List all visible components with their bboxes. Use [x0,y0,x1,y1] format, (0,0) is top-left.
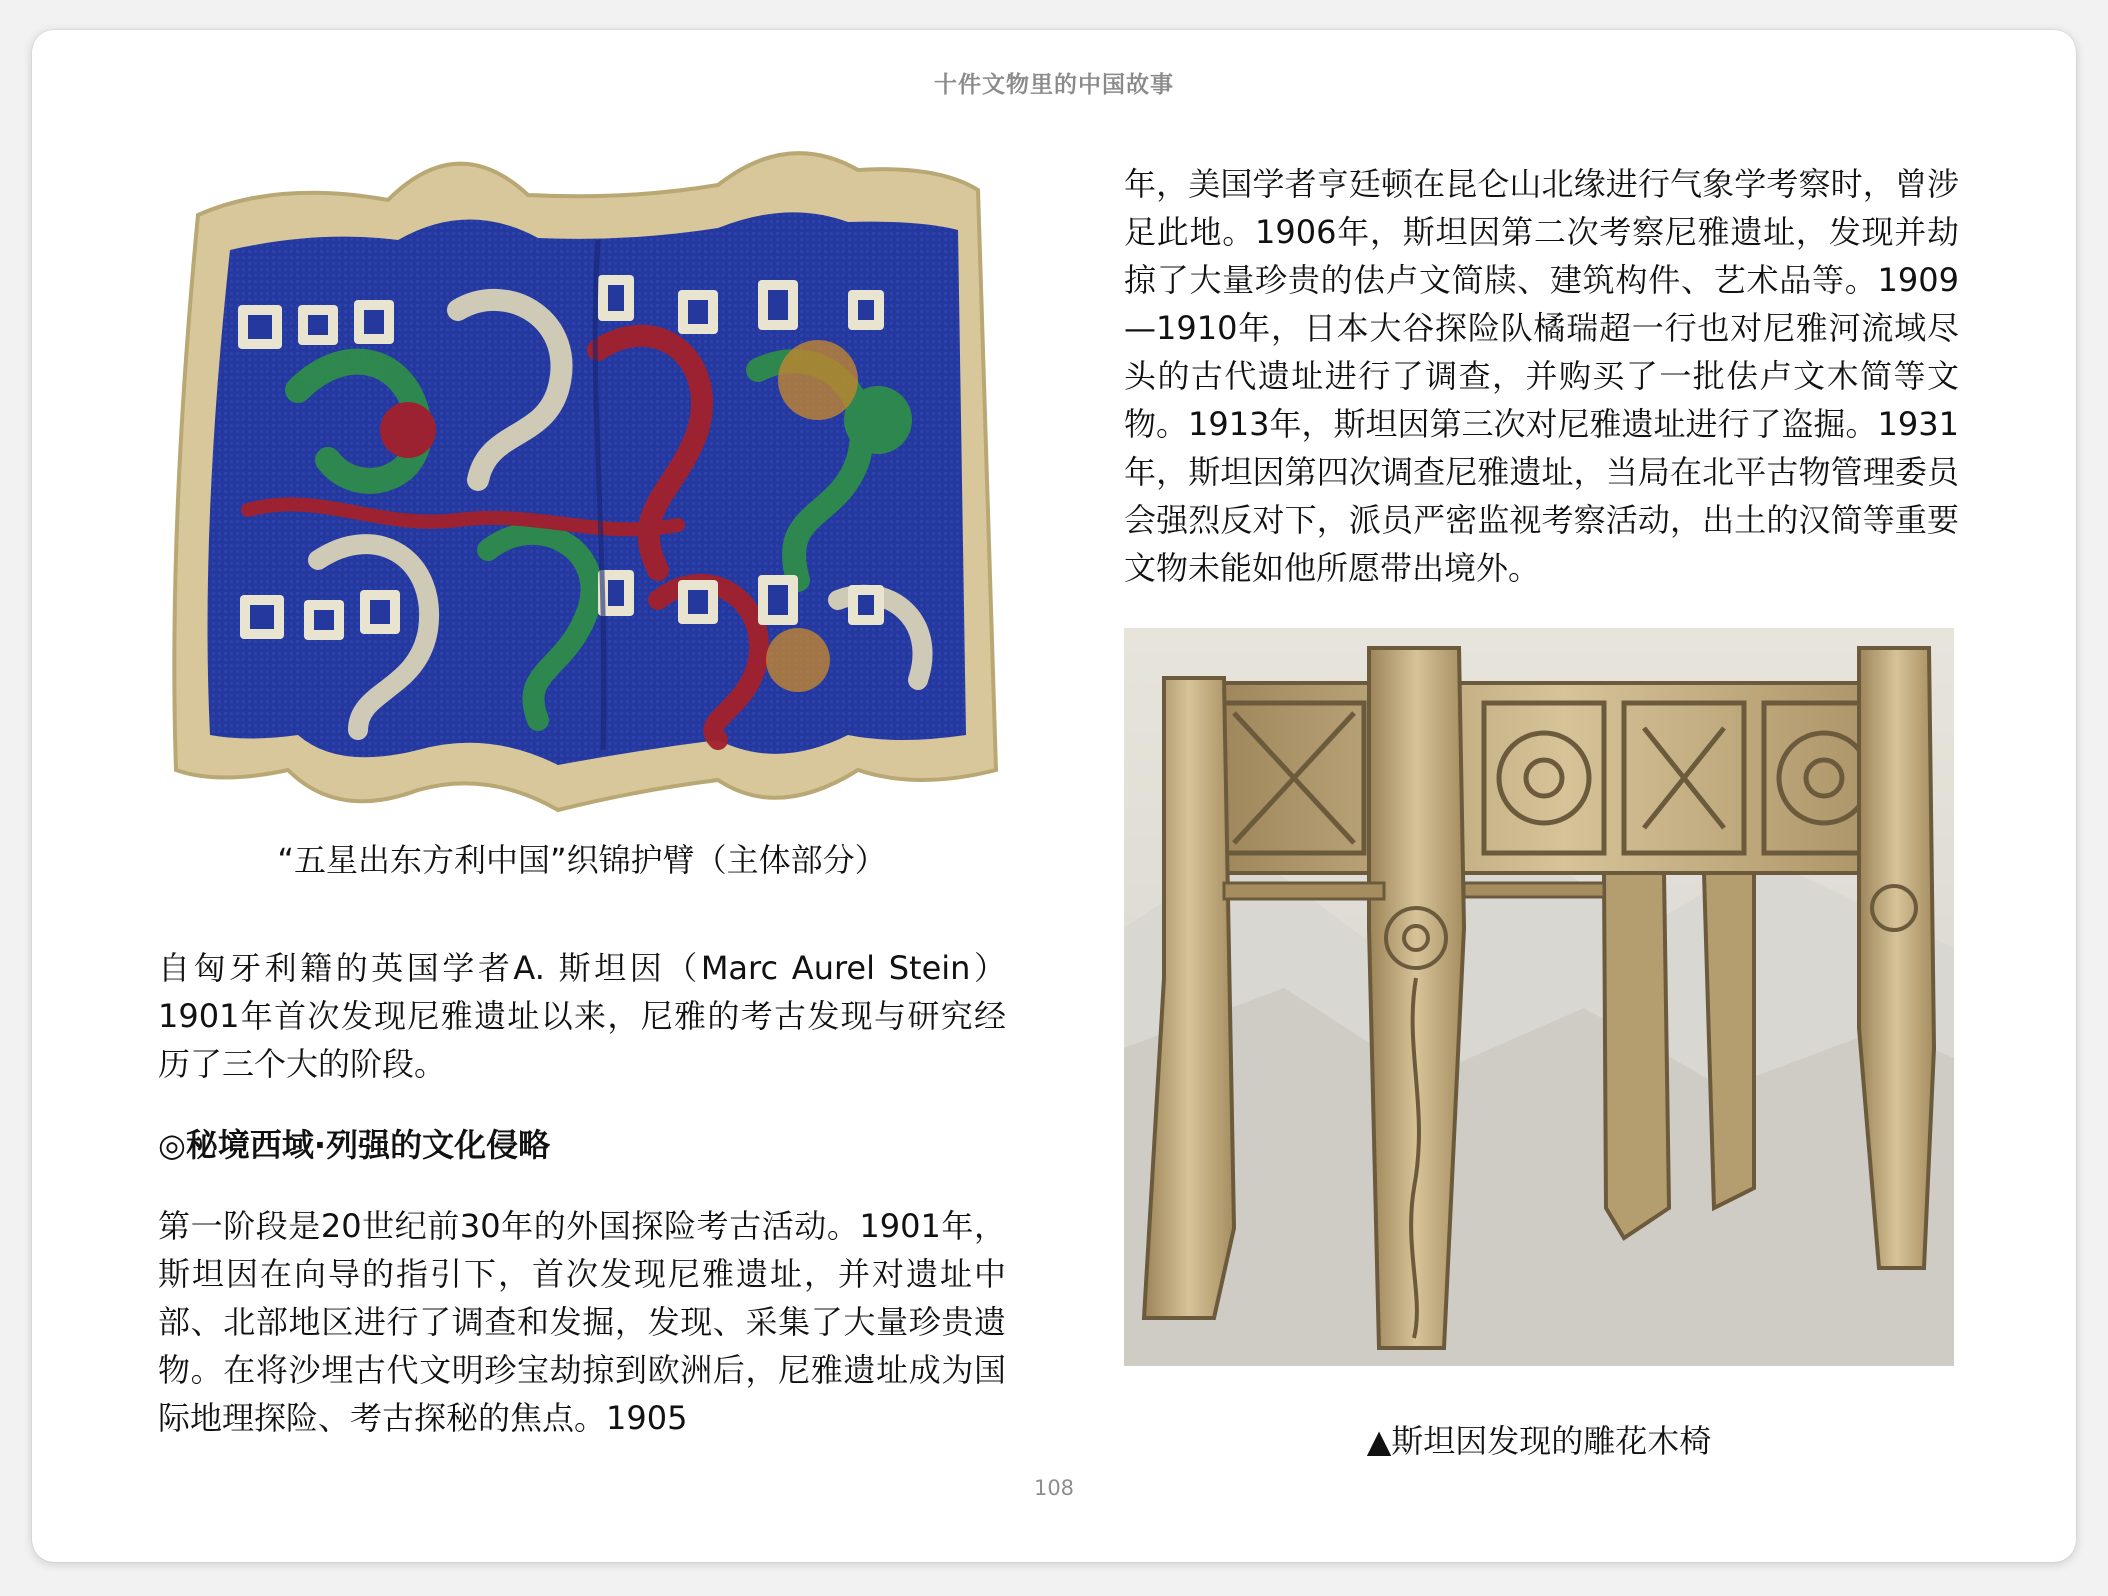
textile-armguard-image [158,130,1010,820]
stage-paragraph: 第一阶段是20世纪前30年的外国探险考古活动。1901年，斯坦因在向导的指引下，首次发现尼雅遗址，并对遗址中部、北部地区进行了调查和发掘，发现、采集了大量珍贵遗物。在将沙埋古代文明珍宝劫掠到欧洲后，尼雅遗址成为国际地理探险、考古探秘的焦点。1905 [158,1207,1006,1437]
page-number: 108 [1033,1476,1075,1500]
chair-caption: ▲斯坦因发现的雕花木椅 [1366,1422,1712,1460]
carved-wooden-chair-image [1124,628,1954,1366]
book-title: 十件文物里的中国故事 [934,72,1174,98]
continued-paragraph: 年，美国学者亨廷顿在昆仑山北缘进行气象学考察时，曾涉足此地。1906年，斯坦因第二次考察尼雅遗址，发现并劫掠了大量珍贵的佉卢文简牍、建筑构件、艺术品等。1909—1910年，日本大谷探险队橘瑞超一行也对尼雅河流域尽头的古代遗址进行了调查，并购买了一批佉卢文木简等文物。1913年，斯坦因第三次对尼雅遗址进行了盗掘。1931年，斯坦因第四次调查尼雅遗址，当局在北平古物管理委员会强烈反对下，派员严密监视考察活动，出土的汉简等重要文物未能如他所愿带出境外。 [1124,165,1959,587]
section-heading: ◎秘境西域·列强的文化侵略 [158,1126,551,1164]
textile-caption: “五星出东方利中国”织锦护臂（主体部分） [277,841,887,879]
reader-page [32,30,2076,1562]
intro-paragraph: 自匈牙利籍的英国学者A. 斯坦因（Marc Aurel Stein）1901年首次发现尼雅遗址以来，尼雅的考古发现与研究经历了三个大的阶段。 [158,949,1006,1083]
